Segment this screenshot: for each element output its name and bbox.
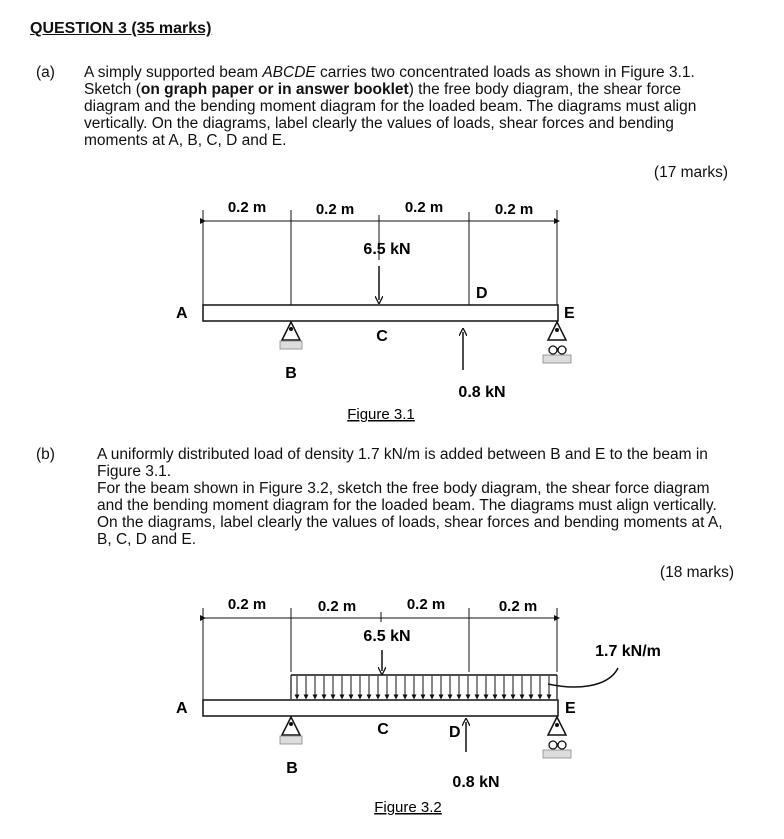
roller-support-e-2 xyxy=(543,717,571,758)
part-b-label: (b) xyxy=(36,446,55,463)
span-ab-label: 0.2 m xyxy=(227,199,267,216)
span-cd-label-2: 0.2 m xyxy=(406,596,446,613)
part-a-text-1: A simply supported beam xyxy=(84,64,263,81)
load-6-5-label-2: 6.5 kN xyxy=(363,628,411,645)
udl-load xyxy=(291,675,557,699)
part-b-line-1: A uniformly distributed load of density 1.7 kN/m is added between B and E to the beam in Figure 3.1. xyxy=(97,446,708,480)
beam-2 xyxy=(203,700,558,716)
figure-3-1 xyxy=(0,190,784,430)
point-d-label-2: D xyxy=(449,724,461,741)
span-de-label-2: 0.2 m xyxy=(498,598,538,615)
span-ab-label-2: 0.2 m xyxy=(227,596,267,613)
span-bc-label-2: 0.2 m xyxy=(317,598,357,615)
figure-3-1-caption: Figure 3.1 xyxy=(347,406,415,423)
pin-support-b-2 xyxy=(280,717,302,744)
part-a-label: (a) xyxy=(36,64,55,81)
span-bc-label: 0.2 m xyxy=(315,201,355,218)
load-0-8-label-2: 0.8 kN xyxy=(452,774,500,791)
part-b-text xyxy=(97,446,737,548)
span-de-label: 0.2 m xyxy=(494,201,534,218)
roller-support-e xyxy=(543,322,571,363)
pin-support-b xyxy=(280,322,302,349)
udl-leader-line xyxy=(548,668,618,687)
part-b-line-2: For the beam shown in Figure 3.2, sketch the free body diagram, the shear force diagram and the bending moment diagram for the loaded beam. The diagrams must align vertically. On the diagrams, label clearly the values of loads, shear forces and bending moments at A, B, C, D and E. xyxy=(97,480,723,548)
load-6-5-label: 6.5 kN xyxy=(363,241,411,258)
point-b-label: B xyxy=(285,365,297,382)
figure-3-2-caption: Figure 3.2 xyxy=(374,799,442,816)
point-c-label-2: C xyxy=(377,721,389,738)
beam-name: ABCDE xyxy=(262,64,316,81)
point-b-label-2: B xyxy=(286,760,298,777)
part-a-text xyxy=(84,64,734,149)
span-cd-label: 0.2 m xyxy=(404,199,444,216)
point-e-label: E xyxy=(564,305,575,322)
beam xyxy=(203,305,558,321)
figure-3-2 xyxy=(0,590,784,830)
udl-label: 1.7 kN/m xyxy=(595,643,661,660)
part-b-marks: (18 marks) xyxy=(659,564,734,581)
point-a-label-2: A xyxy=(176,700,188,717)
point-c-label: C xyxy=(376,328,388,345)
point-a-label: A xyxy=(176,305,188,322)
part-a-text-3: ) the free body diagram, the shear force diagram and the bending moment diagram for the loaded beam. The diagrams must align vertically. On the diagrams, label clearly the values of loads, shear forces and bending moments at A, B, C, D and E. xyxy=(84,81,697,149)
point-e-label-2: E xyxy=(565,700,576,717)
load-0-8-label: 0.8 kN xyxy=(458,384,506,401)
question-title: QUESTION 3 (35 marks) xyxy=(30,20,212,37)
part-a-marks: (17 marks) xyxy=(653,164,728,181)
point-d-label: D xyxy=(476,285,488,302)
part-a-text-2: carries two concentrated loads as shown in Figure 3.1. Sketch ( xyxy=(84,64,695,98)
part-a-emphasis: on graph paper or in answer booklet xyxy=(140,81,409,98)
